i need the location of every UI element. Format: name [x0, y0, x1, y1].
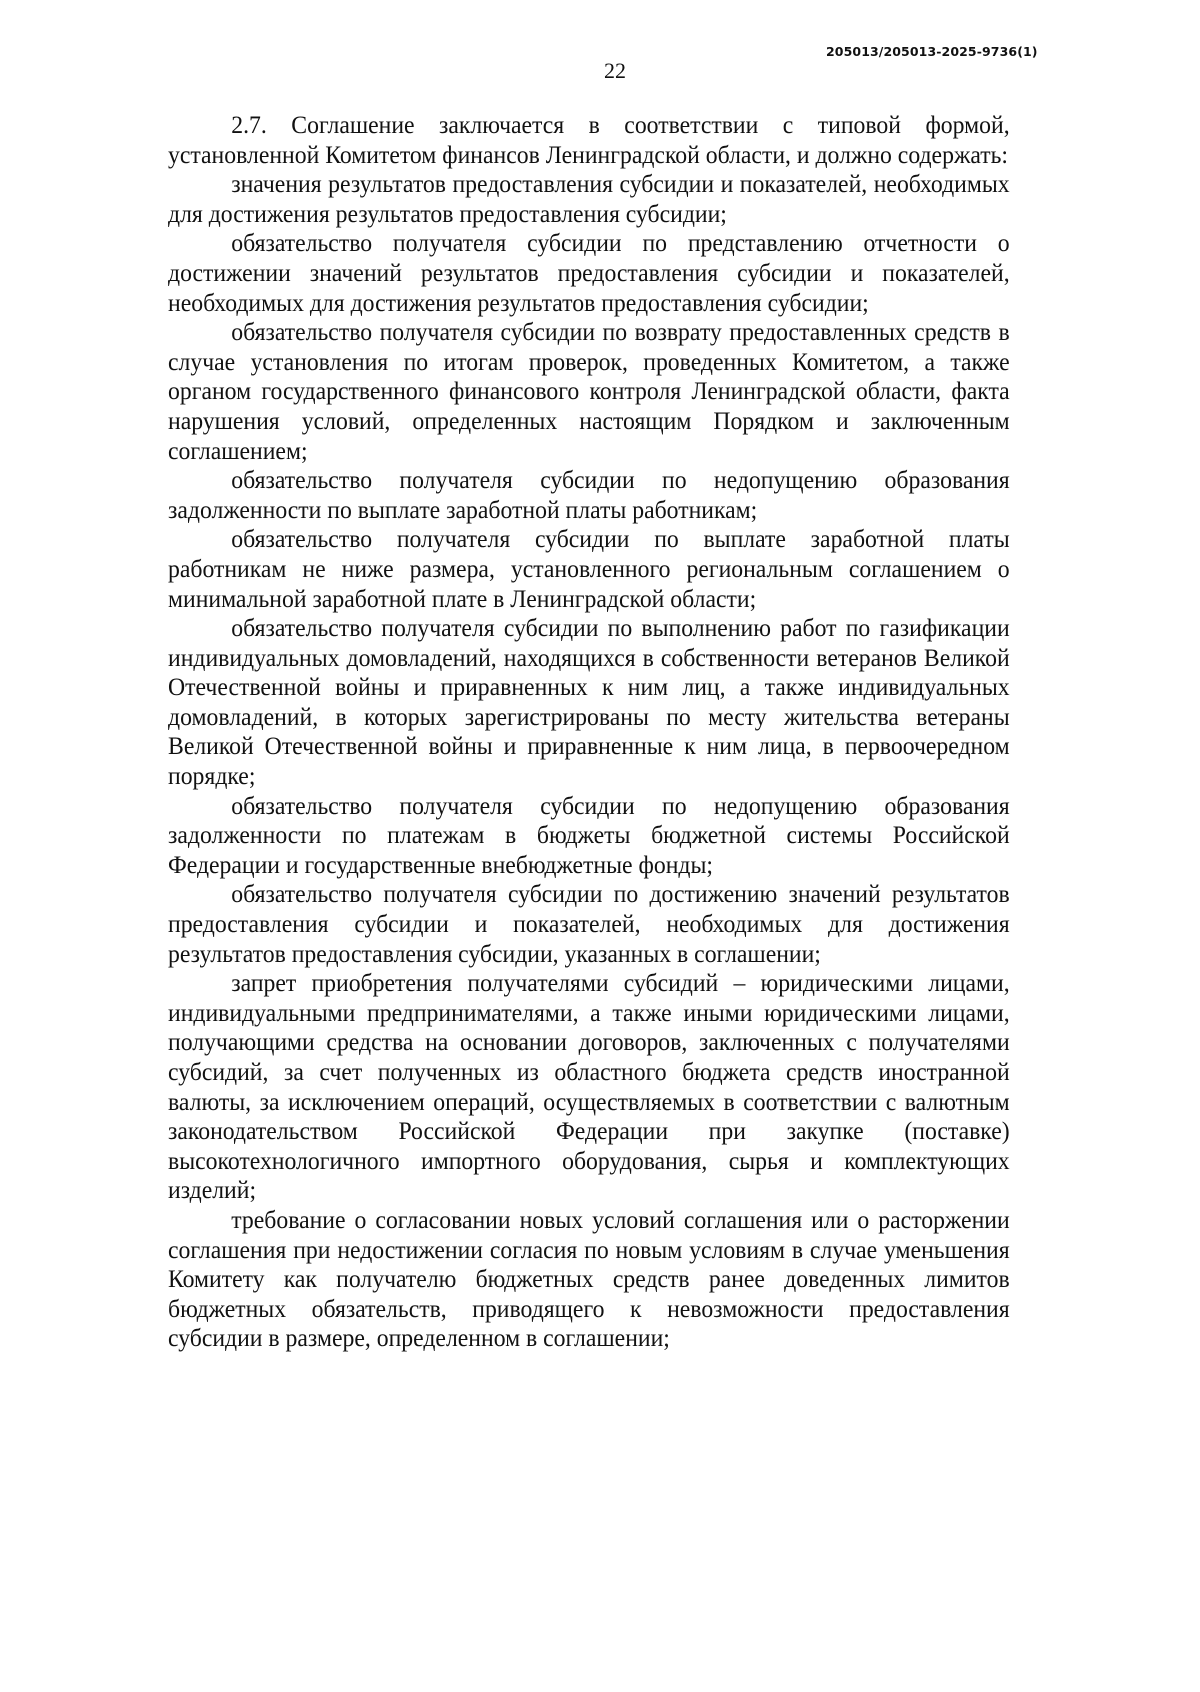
paragraph-minimum-wage-obligation: обязательство получателя субсидии по выплате заработной платы работникам не ниже размера, установленного региональным соглашением о минимальной заработной плате в Ленинградской области; [168, 524, 1010, 613]
paragraph-tax-arrears-obligation: обязательство получателя субсидии по недопущению образования задолженности по платежам в бюджеты бюджетной системы Российской Федерации и государственные внебюджетные фонды; [168, 790, 1010, 879]
document-registration-id: 205013/205013-2025-9736(1) [826, 44, 1038, 59]
page-number: 22 [604, 58, 626, 83]
paragraph-wage-arrears-obligation: обязательство получателя субсидии по недопущению образования задолженности по выплате заработной платы работникам; [168, 465, 1010, 524]
paragraph-refund-obligation: обязательство получателя субсидии по возврату предоставленных средств в случае установления по итогам проверок, проведенных Комитетом, а также органом государственного финансового контроля Ленинградской области, факта нарушения условий, определенных настоящим Порядком и заключенным соглашением; [168, 317, 1010, 465]
paragraph-2-7-intro: 2.7. Соглашение заключается в соответствии с типовой формой, установленной Комитетом финансов Ленинградской области, и должно содержать: [168, 110, 1010, 169]
paragraph-result-values: значения результатов предоставления субсидии и показателей, необходимых для достижения результатов предоставления субсидии; [168, 169, 1010, 228]
paragraph-results-achievement-obligation: обязательство получателя субсидии по достижению значений результатов предоставления субсидии и показателей, необходимых для достижения результатов предоставления субсидии, указанных в соглашении; [168, 879, 1010, 968]
document-body [168, 110, 1010, 1353]
paragraph-foreign-currency-ban: запрет приобретения получателями субсидий – юридическими лицами, индивидуальными предпринимателями, а также иными юридическими лицами, получающими средства на основании договоров, заключенных с получателями субсидий, за счет полученных из областного бюджета средств иностранной валюты, за исключением операций, осуществляемых в соответствии с валютным законодательством Российской Федерации при закупке (поставке) высокотехнологичного импортного оборудования, сырья и комплектующих изделий; [168, 968, 1010, 1205]
paragraph-reporting-obligation: обязательство получателя субсидии по представлению отчетности о достижении значений результатов предоставления субсидии и показателей, необходимых для достижения результатов предоставления субсидии; [168, 228, 1010, 317]
paragraph-gasification-obligation: обязательство получателя субсидии по выполнению работ по газификации индивидуальных домовладений, находящихся в собственности ветеранов Великой Отечественной войны и приравненных к ним лиц, а также индивидуальных домовладений, в которых зарегистрированы по месту жительства ветераны Великой Отечественной войны и приравненные к ним лица, в первоочередном порядке; [168, 613, 1010, 791]
paragraph-new-terms-requirement: требование о согласовании новых условий соглашения или о расторжении соглашения при недостижении согласия по новым условиям в случае уменьшения Комитету как получателю бюджетных средств ранее доведенных лимитов бюджетных обязательств, приводящего к невозможности предоставления субсидии в размере, определенном в соглашении; [168, 1204, 1010, 1353]
